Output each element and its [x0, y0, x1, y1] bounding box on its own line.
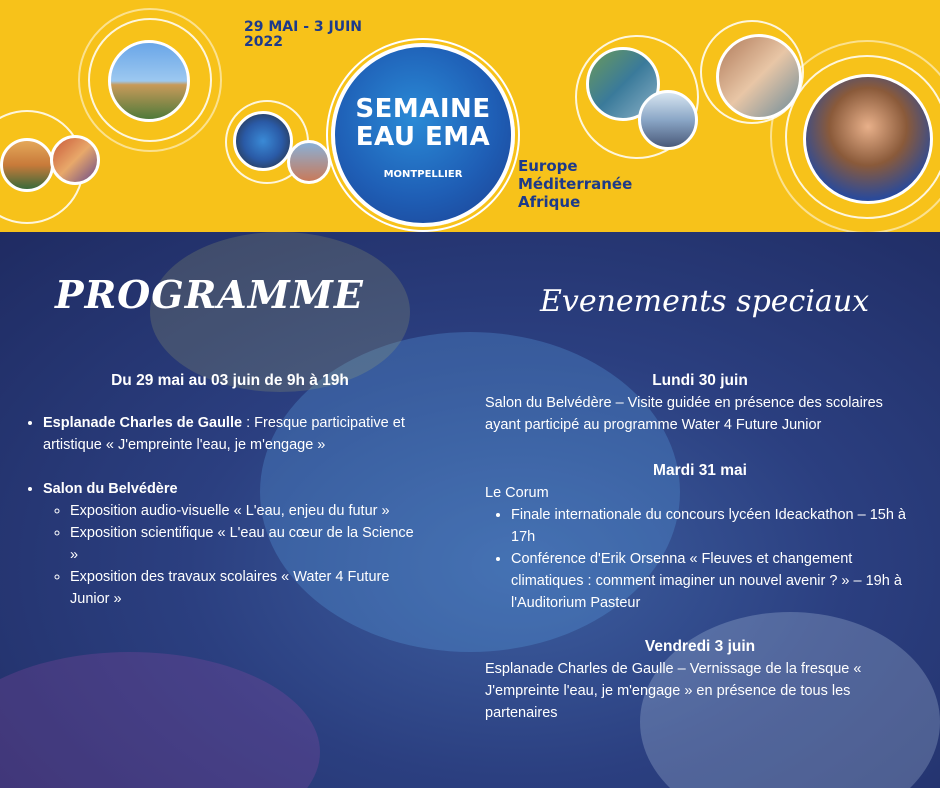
programme-title: PROGRAMME [55, 272, 364, 317]
dates-line: 29 MAI - 3 JUIN [244, 19, 363, 35]
region-label: Méditerranée [518, 175, 633, 193]
children-photo [638, 90, 698, 150]
sub-list-item: ◦ Exposition scientifique « L'eau au cœur de la Science » [70, 522, 425, 566]
programme-period: Du 29 mai au 03 juin de 9h à 19h [111, 372, 349, 389]
list-item [43, 478, 425, 610]
event-place: Le Corum [485, 485, 549, 501]
event-description: Salon du Belvédère – Visite guidée en présence des scolaires ayant participé au programme Water 4 Future Junior [485, 395, 883, 433]
item-description: : Fresque participative et artistique « J'empreinte l'eau, je m'engage » [43, 415, 405, 453]
event-dates [244, 20, 362, 50]
year-line: 2022 [244, 34, 283, 50]
semaine-eau-logo [331, 43, 515, 227]
event-day: Vendredi 3 juin [644, 638, 756, 655]
sub-list [43, 500, 425, 610]
logo-city: MONTPELLIER [383, 169, 463, 180]
sub-list-item: ◦ Exposition des travaux scolaires « Water 4 Future Junior » [70, 566, 425, 610]
logo-title-line: SEMAINE [355, 94, 491, 124]
list-item: • Conférence d'Erik Orsenna « Fleuves et changement climatiques : comment imaginer un nouvel avenir ? » – 19h à l'Auditorium Pasteur [511, 548, 915, 614]
event-day: Lundi 30 juin [652, 372, 748, 389]
purple-handprints [0, 652, 320, 788]
place-name: Salon du Belvédère [43, 481, 178, 497]
aqueduct-photo [0, 138, 54, 192]
tower-photo [108, 40, 190, 122]
event-list [485, 504, 915, 614]
people-photo [50, 135, 100, 185]
programme-section [25, 370, 425, 610]
programme-list [25, 412, 425, 610]
regions [518, 157, 632, 211]
region-label: Europe [518, 157, 578, 175]
event-description: Esplanade Charles de Gaulle – Vernissage de la fresque « J'empreinte l'eau, je m'engage » en présence de tous les partenaires [485, 661, 862, 721]
hands-photo [803, 74, 933, 204]
place-name: Esplanade Charles de Gaulle [43, 415, 243, 431]
events-section [485, 370, 915, 724]
list-item [43, 412, 425, 456]
sub-list-item: ◦ Exposition audio-visuelle « L'eau, enjeu du futur » [70, 500, 425, 522]
events-title: Evenements speciaux [540, 284, 870, 319]
logo-title-line: EAU EMA [355, 122, 491, 152]
logo-title [335, 95, 511, 151]
globe-photo [233, 111, 293, 171]
water-play-photo [716, 34, 802, 120]
banner [0, 0, 940, 232]
city-photo [287, 140, 331, 184]
region-label: Afrique [518, 193, 581, 211]
list-item: • Finale internationale du concours lycéen Ideackathon – 15h à 17h [511, 504, 915, 548]
event-day: Mardi 31 mai [653, 462, 747, 479]
